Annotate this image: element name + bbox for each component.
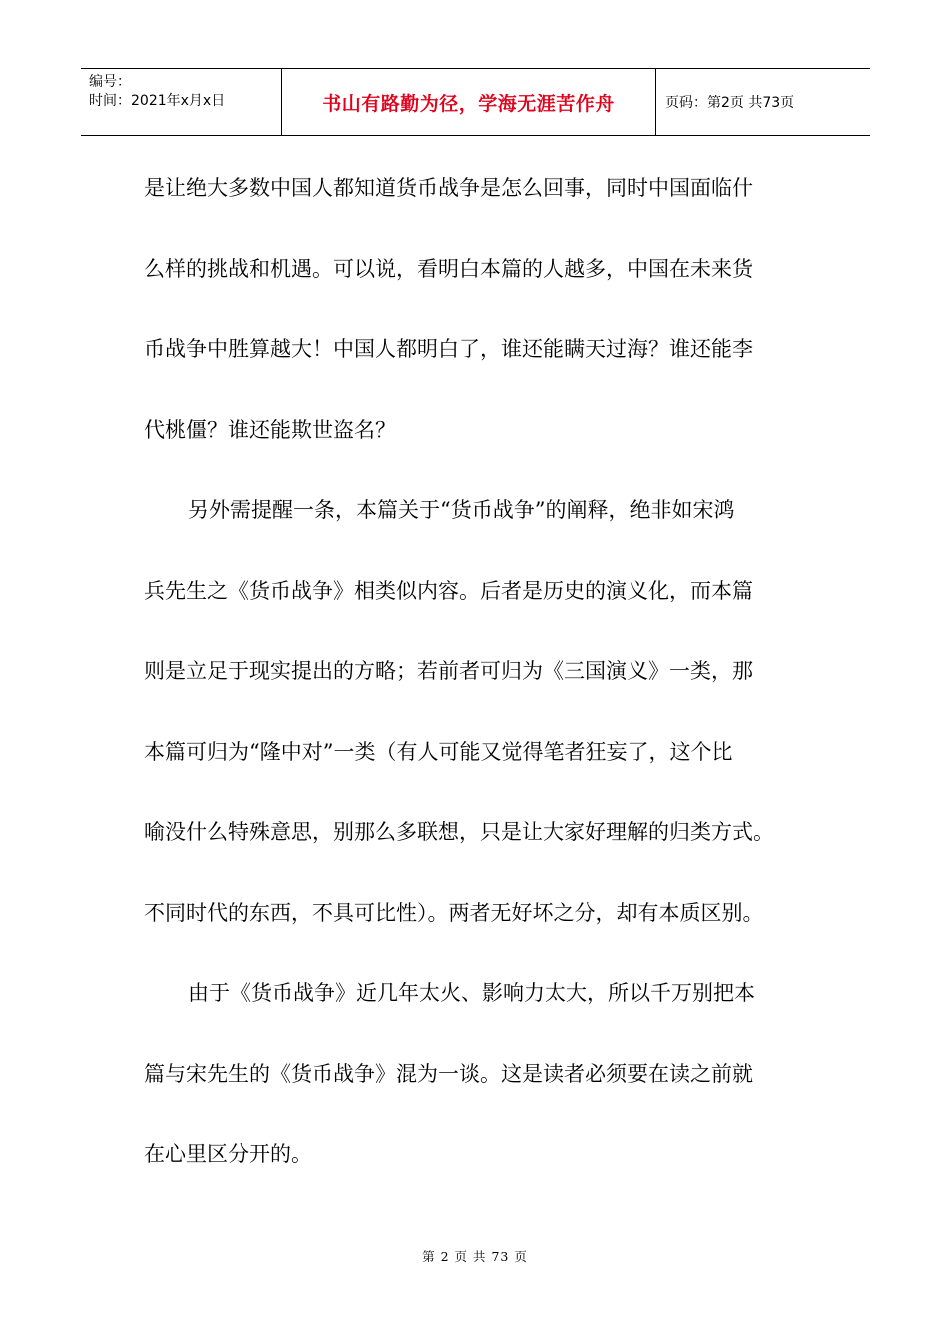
page-footer: 第 2 页 共 73 页 <box>422 1249 528 1264</box>
body-line: 由于《货币战争》近几年太火、影响力太大，所以千万别把本 <box>188 981 755 1005</box>
body-line: 则是立足于现实提出的方略；若前者可归为《三国演义》一类，那 <box>144 659 753 683</box>
header-motto-cell <box>282 69 656 135</box>
serial-number-label: 编号： <box>89 74 131 90</box>
date-label: 时间：2021年x月x日 <box>89 93 226 109</box>
body-line: 兵先生之《货币战争》相类似内容。后者是历史的演义化，而本篇 <box>144 578 753 603</box>
page-header <box>81 68 870 136</box>
document-body <box>144 148 809 1195</box>
body-line: 另外需提醒一条，本篇关于“货币战争”的阐释，绝非如宋鸿 <box>188 498 735 522</box>
body-line: 在心里区分开的。 <box>144 1142 312 1166</box>
header-page-info: 页码：第2页 共73页 <box>665 95 795 111</box>
header-page-cell <box>656 69 870 135</box>
body-line: 代桃僵？谁还能欺世盗名？ <box>144 417 396 442</box>
body-line: 币战争中胜算越大！中国人都明白了，谁还能瞒天过海？谁还能李 <box>144 337 753 361</box>
header-meta-cell <box>81 69 282 135</box>
body-line: 么样的挑战和机遇。可以说，看明白本篇的人越多，中国在未来货 <box>144 256 753 281</box>
body-line: 喻没什么特殊意思，别那么多联想，只是让大家好理解的归类方式。 <box>144 820 774 844</box>
body-line: 不同时代的东西，不具可比性）。两者无好坏之分，却有本质区别。 <box>144 900 764 925</box>
motto-text: 书山有路勤为径，学海无涯苦作舟 <box>322 92 615 115</box>
body-line: 篇与宋先生的《货币战争》混为一谈。这是读者必须要在读之前就 <box>144 1061 753 1086</box>
body-line: 是让绝大多数中国人都知道货币战争是怎么回事，同时中国面临什 <box>144 176 753 200</box>
body-line: 本篇可归为“隆中对”一类（有人可能又觉得笔者狂妄了，这个比 <box>144 739 733 764</box>
